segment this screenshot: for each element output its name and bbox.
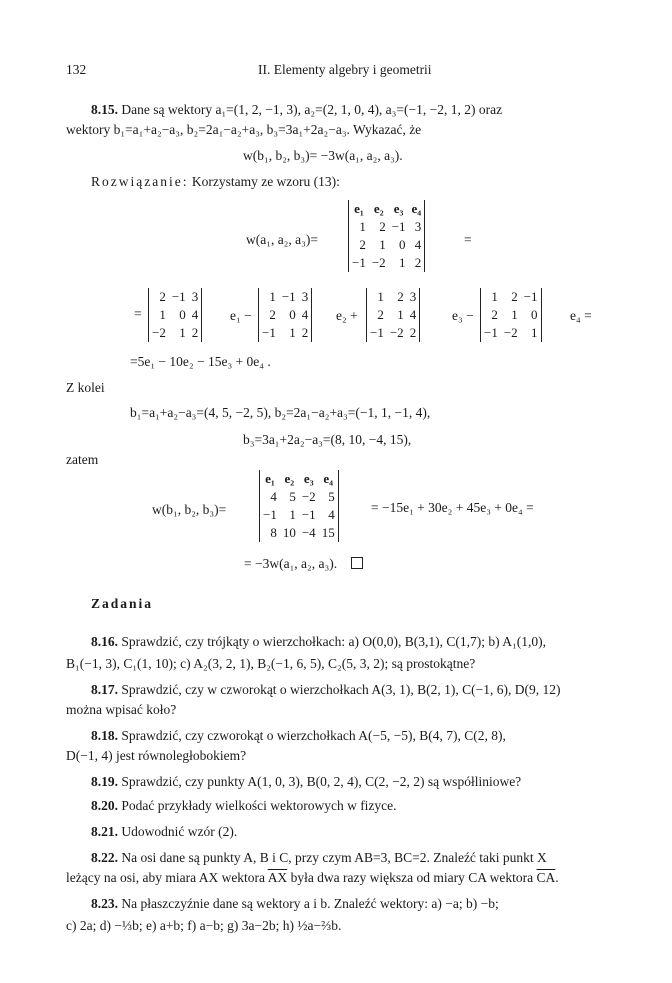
matrix-cell: 2 [377,307,384,322]
determinant-a [348,200,425,272]
matrix-cell: 4 [414,237,422,252]
exercise-text: Dane są wektory a₁=(1, 2, −1, 3), a₂=(2, 1, 0, 4), a₃=(−1, −2, 1, 2) oraz [121,102,503,117]
matrix-cell: −2 [503,325,518,340]
task-8-22-line1 [91,848,547,868]
matrix-row [149,324,201,342]
task-text: Podać przykłady wielkości wektorowych w fizyce. [121,798,397,813]
matrix-cell: 4 [409,307,417,322]
matrix-cell: 1 [289,507,296,522]
matrix-row [481,306,541,324]
section-title: Zadania [91,596,154,611]
task-text-part: była dwa razy większa od miary CA wektora [287,870,537,885]
matrix-cell: 0 [399,237,406,252]
minor-2 [258,288,312,342]
matrix-cell: 2 [409,325,417,340]
matrix-cell: 10 [282,525,296,540]
matrix-cell: 1 [379,237,386,252]
term-e1: e₁ − [230,308,252,323]
matrix-row [260,524,338,542]
matrix-cell: −1 [262,325,276,340]
task-text: Na osi dane są punkty A, B i C, przy czym AB=3, BC=2. Znaleźć taki punkt X [121,850,547,865]
matrix-cell: 15 [321,525,335,540]
matrix-row [149,288,201,306]
matrix-cell: 1 [289,325,296,340]
claim-equation: w(b₁, b₂, b₃)= −3w(a₁, a₂, a₃). [243,148,403,163]
matrix-row [349,236,424,254]
task-number: 8.16. [91,634,118,649]
matrix-cell: 4 [301,307,309,322]
solution-label: Rozwiązanie: [91,174,189,189]
task-text: Sprawdzić, czy trójkąty o wierzchołkach: a) O(0,0), B(3,1), C(1,7); b) A₁(1,0), [121,634,546,649]
matrix-cell: e₄ [323,471,334,486]
task-number: 8.23. [91,896,118,911]
matrix-cell: 0 [179,307,186,322]
matrix-cell: e₁ [265,471,275,486]
task-text: Na płaszczyźnie dane są wektory a i b. Znaleźć wektory: a) −a; b) −b; [121,896,499,911]
matrix-cell: 1 [511,307,518,322]
matrix-cell: 2 [491,307,498,322]
task-8-21 [91,822,237,842]
matrix-cell: 0 [289,307,296,322]
matrix-cell: 4 [270,489,277,504]
task-text-part: leżący na osi, aby miara AX wektora [66,870,268,885]
matrix-cell: 2 [269,307,276,322]
task-8-19 [91,772,521,792]
task-text: Sprawdzić, czy czworokąt o wierzchołkach A(−5, −5), B(4, 7), C(2, 8), [121,728,506,743]
matrix-cell: 3 [191,289,199,304]
matrix-cell: 2 [511,289,518,304]
term-e2: e₂ + [336,308,358,323]
matrix-cell: e₂ [373,201,384,216]
matrix-cell: 1 [269,289,276,304]
expansion-equals: = [134,306,142,321]
matrix-cell: 1 [399,255,406,270]
matrix-cell: −1 [263,507,277,522]
matrix-cell: e₂ [284,471,295,486]
z-kolei: Z kolei [66,380,105,395]
matrix-cell: 1 [491,289,498,304]
matrix-cell: 1 [377,289,384,304]
matrix-row [349,218,424,236]
task-number: 8.18. [91,728,118,743]
matrix-cell: 8 [270,525,277,540]
minor-1 [148,288,202,342]
matrix-cell: −1 [484,325,498,340]
task-8-17-line2: można wpisać koło? [66,702,177,717]
task-8-23-line2: c) 2a; d) −⅓b; e) a+b; f) a−b; g) 3a−2b; h) ½a−⅔b. [66,918,342,933]
matrix-row [260,470,338,488]
matrix-cell: e₃ [303,471,314,486]
matrix-cell: 1 [397,307,404,322]
matrix-row [349,254,424,272]
final-result [244,556,363,572]
matrix-cell: 2 [191,325,199,340]
task-8-16-line1 [91,632,546,652]
matrix-cell: −2 [371,255,386,270]
matrix-cell: 5 [328,489,335,504]
matrix-cell: −1 [523,289,538,304]
matrix-cell: e₁ [354,201,364,216]
matrix-row [259,288,311,306]
task-number: 8.17. [91,682,118,697]
matrix-row [367,324,419,342]
matrix-cell: −2 [389,325,404,340]
matrix-cell: 2 [359,237,366,252]
page-number: 132 [66,62,87,77]
determinant-b [259,470,339,542]
matrix-cell: −2 [301,489,316,504]
matrix-cell: −1 [171,289,186,304]
matrix-cell: 3 [409,289,417,304]
matrix-row [149,306,201,324]
task-8-20 [91,796,397,816]
matrix-row [259,324,311,342]
vector-ax: $\overline{AX}$ [267,870,288,885]
matrix-cell: −2 [152,325,166,340]
task-number: 8.22. [91,850,118,865]
equals-sign: = [464,232,472,247]
matrix-row [260,506,338,524]
task-text: Sprawdzić, czy punkty A(1, 0, 3), B(0, 2, 4), C(2, −2, 2) są współliniowe? [121,774,522,789]
matrix-cell: 2 [301,325,309,340]
task-8-16-line2: B₁(−1, 3), C₁(1, 10); c) A₂(3, 2, 1), B₂(−1, 6, 5), C₂(5, 3, 2); są prostokątne? [66,656,476,671]
term-e3: e₃ − [452,308,474,323]
result-b: = −15e₁ + 30e₂ + 45e₃ + 0e₄ = [371,500,534,515]
task-text: Sprawdzić, czy w czworokąt o wierzchołkach A(3, 1), B(2, 1), C(−1, 6), D(9, 12) [121,682,561,697]
matrix-row [259,306,311,324]
term-e4: e₄ = [570,308,592,323]
matrix-cell: 4 [191,307,199,322]
matrix-cell: −4 [301,525,316,540]
task-text: Udowodnić wzór (2). [121,824,238,839]
end-of-proof-icon [351,557,363,569]
matrix-cell: −1 [281,289,296,304]
w-a-label: w(a₁, a₂, a₃)= [246,232,318,247]
matrix-cell: 1 [359,219,366,234]
matrix-row [481,288,541,306]
exercise-number: 8.15. [91,102,118,117]
zatem: zatem [66,452,99,467]
matrix-row [367,288,419,306]
matrix-cell: 4 [328,507,335,522]
matrix-cell: 0 [531,307,538,322]
matrix-cell: 2 [159,289,166,304]
matrix-cell: 5 [289,489,296,504]
matrix-cell: −1 [370,325,384,340]
exercise-8-15-line2: wektory b₁=a₁+a₂−a₃, b₂=2a₁−a₂+a₃, b₃=3a₁+2a₂−a₃. Wykazać, że [66,122,422,137]
solution-intro [91,172,340,192]
task-text-part: . [555,870,559,885]
b3-value: b₃=3a₁+2a₂−a₃=(8, 10, −4, 15), [243,432,412,447]
matrix-cell: 3 [301,289,309,304]
matrix-row [349,200,424,218]
matrix-cell: 3 [414,219,422,234]
b1-b2-values: b₁=a₁+a₂−a₃=(4, 5, −2, 5), b₂=2a₁−a₂+a₃=(−1, 1, −1, 4), [130,405,431,420]
final-equation: = −3w(a₁, a₂, a₃). [244,556,338,571]
matrix-cell: 2 [397,289,404,304]
task-number: 8.21. [91,824,118,839]
task-number: 8.19. [91,774,118,789]
vector-ca: $\overline{CA}$ [536,870,556,885]
task-8-17-line1 [91,680,560,700]
matrix-cell: 1 [159,307,166,322]
solution-text: Korzystamy ze wzoru (13): [191,174,340,189]
matrix-cell: e₃ [393,201,404,216]
matrix-row [481,324,541,342]
matrix-cell: 2 [414,255,422,270]
matrix-cell: 1 [531,325,538,340]
matrix-cell: 2 [379,219,386,234]
task-8-23-line1 [91,894,499,914]
matrix-cell: −1 [391,219,406,234]
matrix-cell: −1 [301,507,316,522]
task-8-18-line1 [91,726,506,746]
minor-4 [480,288,542,342]
exercise-8-15-line1 [91,100,502,120]
matrix-cell: −1 [352,255,366,270]
matrix-row [260,488,338,506]
w-b-label: w(b₁, b₂, b₃)= [152,502,227,517]
task-8-18-line2: D(−1, 4) jest równoległobokiem? [66,748,247,763]
matrix-cell: e₄ [411,201,422,216]
task-number: 8.20. [91,798,118,813]
running-title: II. Elementy algebry i geometrii [258,62,432,77]
minor-3 [366,288,420,342]
task-8-22-line2 [66,868,559,888]
matrix-cell: 1 [179,325,186,340]
matrix-row [367,306,419,324]
result-a: =5e₁ − 10e₂ − 15e₃ + 0e₄ . [130,354,271,369]
